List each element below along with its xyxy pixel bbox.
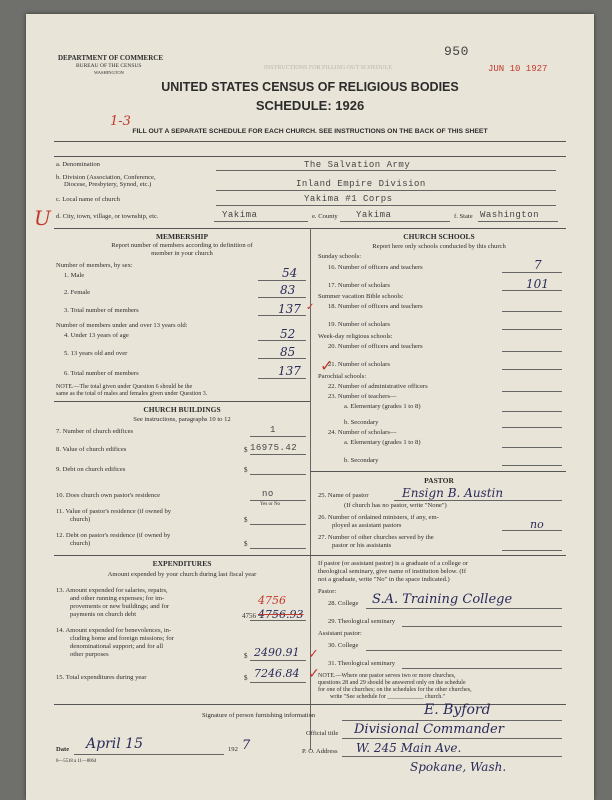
q24-label: 24. Number of scholars— <box>328 429 397 436</box>
members-by-sex: Number of members, by sex: <box>56 262 133 269</box>
q20-label: 20. Number of officers and teachers <box>328 343 423 350</box>
division-label: b. Division (Association, Conference, <box>56 174 156 181</box>
year-value: 7 <box>242 738 251 753</box>
q11-dollar: $ <box>244 516 248 524</box>
q22-label: 22. Number of administrative officers <box>328 383 428 390</box>
q1-label: 1. Male <box>64 272 85 279</box>
reverse-bleed-text: INSTRUCTIONS FOR FILLING OUT SCHEDULE <box>264 65 392 71</box>
q11-label: 11. Value of pastor's residence (if owned by <box>56 508 172 515</box>
q13-dollar: 4756 <box>242 612 256 620</box>
q3-label: 3. Total number of members <box>64 307 139 314</box>
q9-label: 9. Debt on church edifices <box>56 466 126 473</box>
q4-label: 4. Under 13 years of age <box>64 332 129 339</box>
q2-value: 83 <box>280 283 296 297</box>
q1-value: 54 <box>282 266 298 280</box>
q26-label-2: ployed as assistant pastors <box>332 522 402 529</box>
q9-dollar: $ <box>244 466 248 474</box>
q28-value: S.A. Training College <box>372 592 513 607</box>
q27-label: 27. Number of other churches served by the <box>318 534 434 541</box>
q8-value: 16975.42 <box>250 443 298 453</box>
q15-value: 7246.84 <box>254 667 300 680</box>
q30-label: 30. College <box>328 642 359 649</box>
q7-value: 1 <box>270 425 276 435</box>
bureau-name: BUREAU OF THE CENSUS <box>76 63 142 69</box>
q6-value: 137 <box>278 364 301 378</box>
q6-checkmark-icon: ✓ <box>320 358 334 375</box>
sunday-schools-heading: Sunday schools: <box>318 253 362 260</box>
census-schedule-page <box>26 14 594 800</box>
state-label: f. State <box>454 213 473 220</box>
q6-label: 6. Total number of members <box>64 370 139 377</box>
q5-label: 5. 13 years old and over <box>64 350 128 357</box>
q24a-label: a. Elementary (grades 1 to 8) <box>344 439 421 446</box>
denomination-label: a. Denomination <box>56 161 100 168</box>
schools-intro: Report here only schools conducted by this church <box>372 243 506 250</box>
weekday-schools-heading: Week-day religious schools: <box>318 333 393 340</box>
q16-label: 16. Number of officers and teachers <box>328 264 423 271</box>
address-value-2: Spokane, Wash. <box>410 760 507 774</box>
q23a-label: a. Elementary (grades 1 to 8) <box>344 403 421 410</box>
q13-label-4: payments on church debt <box>70 611 137 618</box>
membership-note: NOTE.—The total given under Question 6 should be the <box>56 384 193 390</box>
q15-checkmark-icon: ✓ <box>308 667 320 682</box>
denomination-value: The Salvation Army <box>304 160 411 170</box>
pastor-note-3: for one of the churches; on the schedules for the other churches, <box>318 687 472 693</box>
city-label: d. City, town, village, or township, etc. <box>56 213 159 220</box>
q28-label: 28. College <box>328 600 359 607</box>
form-number: 950 <box>444 44 469 59</box>
q13-label-3: provements or new buildings; and for <box>70 603 170 610</box>
q13-struck-value: 4756.93 <box>258 608 304 621</box>
year-prefix: 192 <box>228 746 238 753</box>
signature-label: Signature of person furnishing information <box>202 712 316 719</box>
q21-label: 21. Number of scholars <box>328 361 390 368</box>
county-value: Yakima <box>356 210 392 220</box>
signature-value: E. Byford <box>424 702 491 718</box>
membership-title: MEMBERSHIP <box>155 232 209 241</box>
membership-intro-2: member in your church <box>151 250 213 257</box>
form-subtitle: SCHEDULE: 1926 <box>255 98 365 113</box>
state-value: Washington <box>480 210 540 220</box>
pastor-note-2: questions 28 and 29 should be answered only on the schedule <box>318 680 466 686</box>
official-title-label: Official title <box>306 730 339 737</box>
pastor-note: NOTE.—Where one pastor serves two or more churches, <box>318 673 456 679</box>
q2-label: 2. Female <box>64 289 91 296</box>
official-title-value: Divisional Commander <box>354 722 504 737</box>
q14-dollar: $ <box>244 652 248 660</box>
q12-dollar: $ <box>244 540 248 548</box>
city-value: Yakima <box>222 210 258 220</box>
date-label: Date <box>56 746 70 753</box>
q14-label-3: denominational support; and for all <box>70 643 164 650</box>
q14-value: 2490.91 <box>254 646 300 659</box>
graduate-note: If pastor (or assistant pastor) is a graduate of a college or <box>318 560 468 567</box>
q23b-label: b. Secondary <box>344 419 379 426</box>
form-instruction: FILL OUT A SEPARATE SCHEDULE FOR EACH CHURCH. SEE INSTRUCTIONS ON THE BACK OF THIS SHEET <box>132 128 488 135</box>
q26-label: 26. Number of ordained ministers, if any, em- <box>318 514 439 521</box>
q31-label: 31. Theological seminary <box>328 660 396 667</box>
graduate-note-2: theological seminary, give name of institution below. (If <box>318 568 467 575</box>
q8-label: 8. Value of church edifices <box>56 446 127 453</box>
division-value: Inland Empire Division <box>296 179 426 189</box>
q17-value: 101 <box>526 277 549 291</box>
address-value: W. 245 Main Ave. <box>356 741 462 755</box>
membership-intro: Report number of members according to definition of <box>111 242 253 249</box>
u-mark: U <box>34 206 51 230</box>
q13-value: 4756 <box>258 594 286 607</box>
q14-label: 14. Amount expended for benevolences, in- <box>56 627 172 634</box>
local-name-value: Yakima #1 Corps <box>304 194 393 204</box>
q25-hint: (If church has no pastor, write "None") <box>344 502 447 509</box>
q10-hint: Yes or No <box>260 502 281 507</box>
q15-label: 15. Total expenditures during year <box>56 674 147 681</box>
q19-label: 19. Number of scholars <box>328 321 390 328</box>
q24b-label: b. Secondary <box>344 457 379 464</box>
q4-value: 52 <box>280 327 296 341</box>
q17-label: 17. Number of scholars <box>328 282 390 289</box>
date-value: April 15 <box>86 736 143 752</box>
q14-checkmark-icon: ✓ <box>308 646 319 661</box>
q27-label-2: pastor or his assistants <box>332 542 392 549</box>
q14-label-2: cluding home and foreign missions; for <box>70 635 174 642</box>
expenditures-title: EXPENDITURES <box>152 559 212 568</box>
q12-label: 12. Debt on pastor's residence (if owned by <box>56 532 171 539</box>
membership-note-2: same as the total of males and females given under Question 3. <box>56 391 208 397</box>
q3-checkmark-icon: ✓ <box>306 302 315 313</box>
summer-schools-heading: Summer vacation Bible schools: <box>318 293 404 300</box>
graduate-note-3: not a graduate, write "No" in the space indicated.) <box>318 576 450 583</box>
buildings-intro: See instructions, paragraphs 10 to 12 <box>133 416 231 423</box>
q13-label-2: and other running expenses; for im- <box>70 595 165 602</box>
department-name: DEPARTMENT OF COMMERCE <box>58 54 164 62</box>
q10-label: 10. Does church own pastor's residence <box>56 492 161 499</box>
q29-label: 29. Theological seminary <box>328 618 396 625</box>
q25-label: 25. Name of pastor <box>318 492 369 499</box>
q13-label: 13. Amount expended for salaries, repairs, <box>56 587 168 594</box>
received-date-stamp: JUN 10 1927 <box>488 64 548 74</box>
expenditures-intro: Amount expended by your church during last fiscal year <box>107 571 257 578</box>
q11-label-2: church) <box>70 516 91 523</box>
address-label: P. O. Address <box>302 748 338 755</box>
pastor-note-4: write "See schedule for ____________ church." <box>330 694 446 700</box>
q25-value: Ensign B. Austin <box>402 486 504 500</box>
pastor-heading: Pastor: <box>318 588 337 595</box>
q3-value: 137 <box>278 302 301 316</box>
q26-value: no <box>530 518 544 531</box>
q15-dollar: $ <box>244 674 248 682</box>
schools-title: CHURCH SCHOOLS <box>403 232 475 241</box>
reference-mark: 1-3 <box>110 114 131 129</box>
members-by-age: Number of members under and over 13 years old: <box>56 322 188 329</box>
local-name-label: c. Local name of church <box>56 196 120 203</box>
q16-value: 7 <box>534 258 542 272</box>
q8-dollar: $ <box>244 446 248 454</box>
division-label-2: Diocese, Presbytery, Synod, etc.) <box>64 181 152 188</box>
q23-label: 23. Number of teachers— <box>328 393 397 400</box>
asst-pastor-heading: Assistant pastor: <box>318 630 362 637</box>
q5-value: 85 <box>280 345 296 359</box>
parochial-schools-heading: Parochial schools: <box>318 373 367 380</box>
bureau-city: WASHINGTON <box>94 70 124 75</box>
pastor-title: PASTOR <box>424 476 454 485</box>
buildings-title: CHURCH BUILDINGS <box>143 405 221 414</box>
q14-label-4: other purposes <box>70 651 109 658</box>
print-code: 6—5518 a 11—8064 <box>56 759 97 764</box>
q12-label-2: church) <box>70 540 91 547</box>
q7-label: 7. Number of church edifices <box>56 428 134 435</box>
county-label: e. County <box>312 213 338 220</box>
q18-label: 18. Number of officers and teachers <box>328 303 423 310</box>
q10-value: no <box>262 489 274 499</box>
form-title: UNITED STATES CENSUS OF RELIGIOUS BODIES <box>161 80 459 94</box>
